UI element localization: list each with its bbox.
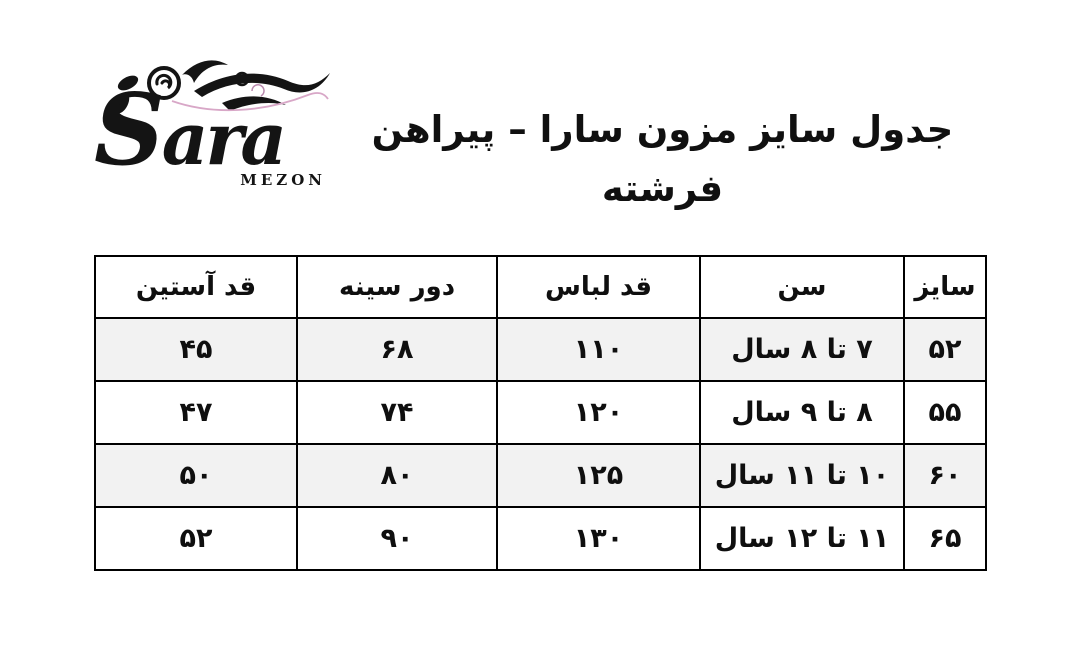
cell-chest: ۹۰ [297,507,497,570]
cell-sleeve-length: ۵۰ [95,444,297,507]
cell-sleeve-length: ۴۵ [95,318,297,381]
cell-chest: ۶۸ [297,318,497,381]
page-title: جدول سایز مزون سارا – پیراهن فرشته [371,108,954,211]
table-header-row [95,256,986,318]
cell-dress-length: ۱۱۰ [497,318,700,381]
col-header-size: سایز [904,256,986,318]
cell-size: ۶۵ [904,507,986,570]
cell-age: ۷ تا ۸ سال [700,318,904,381]
cell-dress-length: ۱۲۰ [497,381,700,444]
cell-age: ۱۱ تا ۱۲ سال [700,507,904,570]
brand-name: Sara [94,73,285,188]
cell-size: ۵۲ [904,318,986,381]
cell-chest: ۸۰ [297,444,497,507]
cell-size: ۶۰ [904,444,986,507]
col-header-sleeve-length: قد آستین [95,256,297,318]
cell-sleeve-length: ۴۷ [95,381,297,444]
table-row [95,444,986,507]
brand-subtitle: MEZON [240,171,326,189]
cell-dress-length: ۱۲۵ [497,444,700,507]
brand-logo [92,55,344,205]
cell-dress-length: ۱۳۰ [497,507,700,570]
table-row [95,507,986,570]
cell-age: ۱۰ تا ۱۱ سال [700,444,904,507]
table-row [95,381,986,444]
col-header-age: سن [700,256,904,318]
cell-size: ۵۵ [904,381,986,444]
col-header-chest: دور سینه [297,256,497,318]
col-header-dress-length: قد لباس [497,256,700,318]
size-table [94,255,987,571]
cell-chest: ۷۴ [297,381,497,444]
cell-sleeve-length: ۵۲ [95,507,297,570]
cell-age: ۸ تا ۹ سال [700,381,904,444]
table-row [95,318,986,381]
